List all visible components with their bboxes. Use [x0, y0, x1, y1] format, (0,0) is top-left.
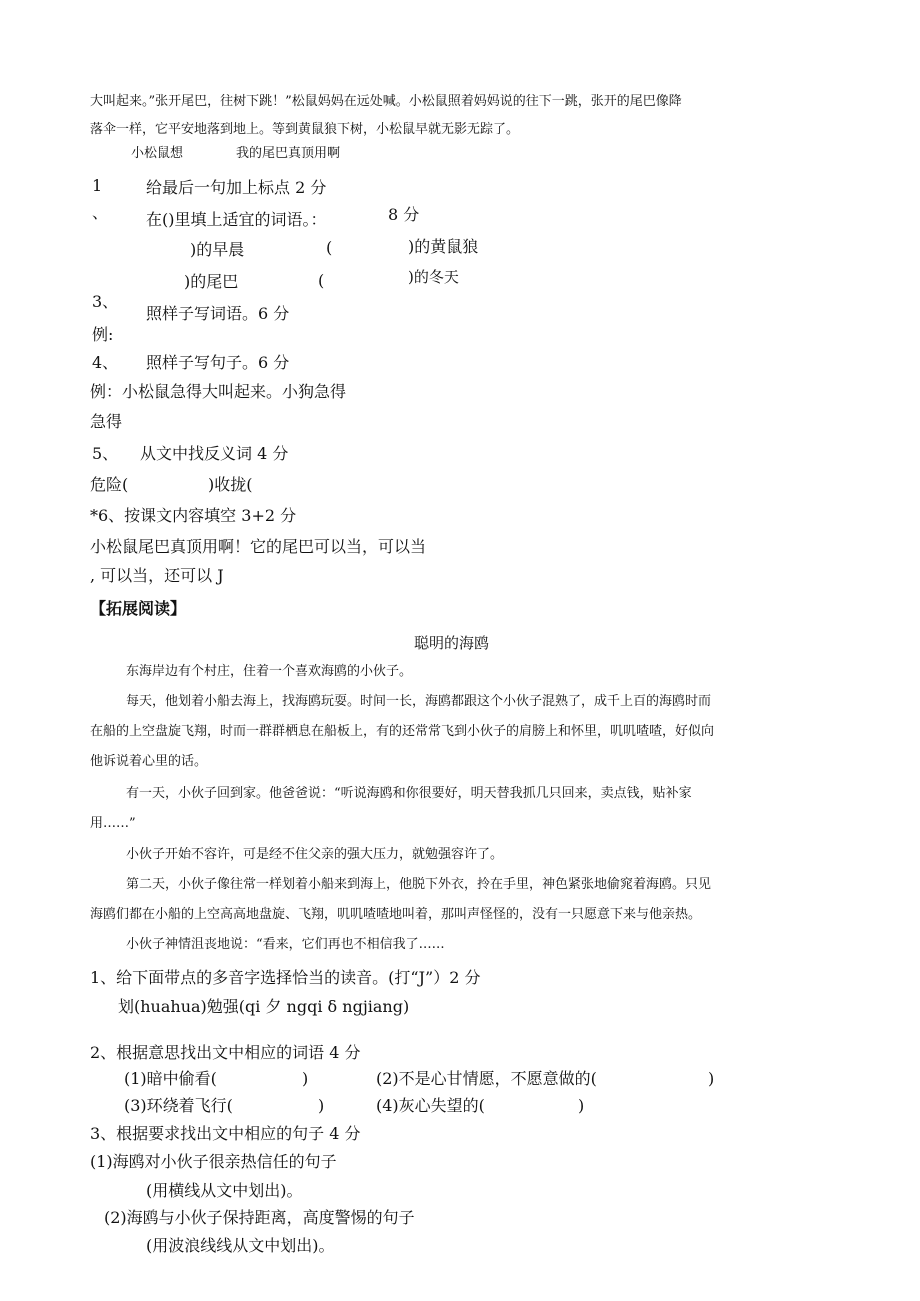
- question-number: 3、: [92, 292, 119, 311]
- story-paragraph: 第二天，小伙子像往常一样划着小船来到海上，他脱下外衣，拎在手里，神色紧张地偷窕着海鸥。只见: [126, 877, 712, 892]
- question-text: 照样子写词语。6 分: [146, 304, 290, 323]
- vocab-item: (3)环绕着飞行(: [124, 1096, 233, 1115]
- story-paragraph: 海鸥们都在小船的上空高高地盘旋、飞翔，叽叽喳喳地叫着，那叫声怪怪的，没有一只愿意下来与他亲热。: [90, 907, 702, 922]
- fill-blank: )的黄鼠狼: [408, 237, 479, 256]
- sentence-task-note: (用波浪线线从文中划出)。: [146, 1236, 335, 1255]
- example-label: 例:: [92, 325, 114, 344]
- passage-line: 落伞一样，它平安地落到地上。等到黄鼠狼下树，小松鼠早就无影无踪了。: [90, 122, 520, 137]
- question-text: *6、按课文内容填空 3+2 分: [90, 506, 297, 525]
- story-paragraph: 在船的上空盘旋飞翔，时而一群群栖息在船板上，有的还常常飞到小伙子的肩膀上和怀里，叽叽喳喳，好似向: [90, 724, 715, 739]
- answer-line: 急得: [90, 412, 123, 431]
- passage-line: 我的尾巴真顶用啊: [236, 146, 341, 161]
- question-text: 从文中找反义词 4 分: [140, 444, 289, 463]
- sentence-task-note: (用横线从文中划出)。: [146, 1181, 303, 1200]
- vocab-item: (2)不是心甘情愿，不愿意做的(: [376, 1069, 597, 1088]
- vocab-close: ): [708, 1069, 715, 1088]
- question-text: 2、根据意思找出文中相应的词语 4 分: [90, 1043, 361, 1062]
- section-heading: 【拓展阅读】: [90, 599, 187, 618]
- question-text: 在()里填上适宜的词语。：: [146, 210, 327, 229]
- passage-line: 大叫起来。”张开尾巴，往树下跳！”松鼠妈妈在远处喊。小松鼠照着妈妈说的往下一跳，张开的尾巴像降: [90, 94, 682, 109]
- story-paragraph: 小伙子神情沮丧地说：“看来，它们再也不相信我了……: [126, 937, 445, 952]
- question-text: 3、根据要求找出文中相应的句子 4 分: [90, 1124, 361, 1143]
- fill-blank-open: (: [318, 271, 325, 290]
- fill-blank: )的冬天: [408, 268, 459, 286]
- fill-blank-open: (: [326, 238, 333, 257]
- story-paragraph: 有一天，小伙子回到家。他爸爸说：“听说海鸥和你很要好，明天替我抓几只回来，卖点钱，贴补家: [126, 786, 692, 801]
- vocab-close: ): [302, 1069, 309, 1088]
- question-number: 、: [92, 203, 109, 222]
- fill-blank: )的尾巴: [184, 272, 239, 291]
- question-text: 给最后一句加上标点 2 分: [146, 178, 327, 197]
- pinyin-options: 划(huahua)勉强(qi 夕 ngqi δ ngjiang): [118, 997, 410, 1016]
- question-score: 8 分: [388, 205, 420, 224]
- vocab-item: (4)灰心失望的(: [376, 1096, 485, 1115]
- question-text: 1、给下面带点的多音字选择恰当的读音。(打“J”）2 分: [90, 968, 481, 987]
- question-number: 4、: [92, 353, 119, 372]
- story-paragraph: 他诉说着心里的话。: [90, 754, 208, 769]
- answer-line: , 可以当，还可以 J: [90, 566, 224, 585]
- passage-line: 小松鼠想: [131, 146, 184, 161]
- question-text: 照样子写句子。6 分: [146, 353, 290, 372]
- sentence-task: (2)海鸥与小伙子保持距离，高度警惕的句子: [104, 1208, 415, 1227]
- story-paragraph: 用……”: [90, 816, 136, 831]
- vocab-close: ): [318, 1096, 325, 1115]
- story-title: 聪明的海鸥: [414, 634, 490, 652]
- story-paragraph: 东海岸边有个村庄，住着一个喜欢海鸥的小伙子。: [126, 664, 413, 679]
- vocab-item: (1)暗中偷看(: [124, 1069, 217, 1088]
- question-number: 5、: [92, 444, 119, 463]
- fill-blank: )的早晨: [190, 240, 245, 259]
- story-paragraph: 小伙子开始不容许，可是经不住父亲的强大压力，就勉强容许了。: [126, 847, 504, 862]
- vocab-close: ): [578, 1096, 585, 1115]
- question-number: 1: [92, 176, 103, 195]
- story-paragraph: 每天，他划着小船去海上，找海鸥玩耍。时间一长，海鸥都跟这个小伙子混熟了，成千上百的海鸥时而: [126, 694, 712, 709]
- antonym-pair: )收拢(: [208, 475, 253, 494]
- sentence-task: (1)海鸥对小伙子很亲热信任的句子: [90, 1152, 337, 1171]
- antonym-pair: 危险(: [90, 475, 129, 494]
- answer-line: 小松鼠尾巴真顶用啊！它的尾巴可以当，可以当: [90, 537, 427, 556]
- example-sentence: 例：小松鼠急得大叫起来。小狗急得: [90, 382, 347, 401]
